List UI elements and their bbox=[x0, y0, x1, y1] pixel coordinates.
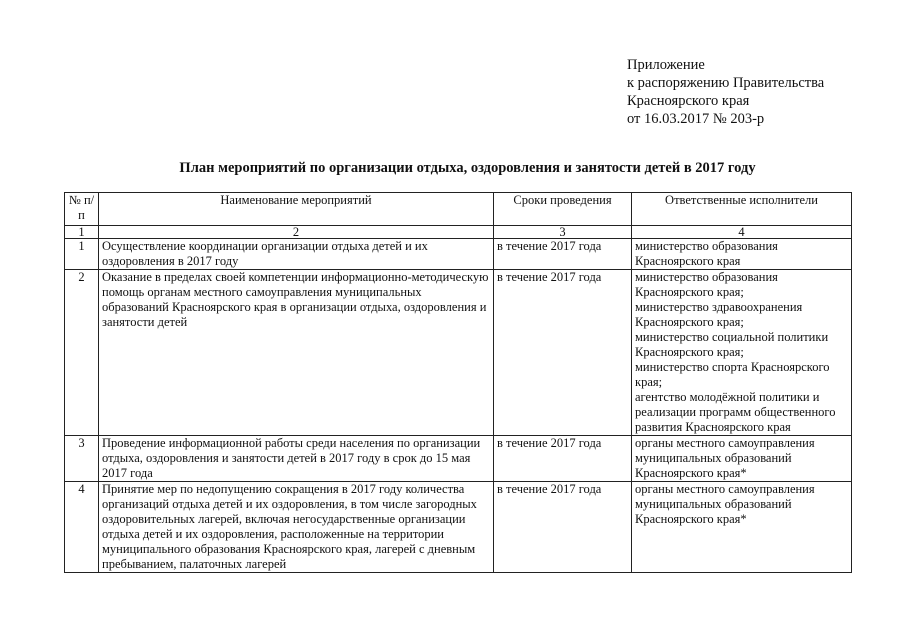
row-dates: в течение 2017 года bbox=[494, 436, 632, 482]
executor-line: Красноярского края bbox=[635, 254, 741, 268]
executor-line: муниципальных образований bbox=[635, 451, 792, 465]
row-executors bbox=[632, 270, 852, 436]
appendix-line: к распоряжению Правительства bbox=[627, 75, 825, 91]
header-num: № п/п bbox=[65, 193, 99, 226]
executor-line: министерство социальной политики bbox=[635, 330, 829, 344]
executor-line: развития Красноярского края bbox=[635, 420, 791, 434]
table-header-row bbox=[65, 193, 852, 226]
row-name: Оказание в пределах своей компетенции информационно-методическую помощь органам местного самоуправления муниципальных образований Красноярского края в организации отдыха, оздоровления и занятости детей bbox=[99, 270, 494, 436]
header-name: Наименование мероприятий bbox=[99, 193, 494, 226]
row-executors bbox=[632, 482, 852, 573]
column-index: 3 bbox=[494, 226, 632, 239]
row-executors bbox=[632, 239, 852, 270]
executor-line: Красноярского края; bbox=[635, 285, 744, 299]
header-executors: Ответственные исполнители bbox=[632, 193, 852, 226]
header-dates: Сроки проведения bbox=[494, 193, 632, 226]
row-name: Принятие мер по недопущению сокращения в 2017 году количества организаций отдыха детей и их оздоровления, в том числе загородных оздоровительных лагерей, включая негосударственные организации отдыха детей и их оздоровления, расположенные на территории муниципального образования Красноярского края, лагерей с дневным пребыванием, палаточных лагерей bbox=[99, 482, 494, 573]
executor-line: Красноярского края; bbox=[635, 315, 744, 329]
row-dates: в течение 2017 года bbox=[494, 270, 632, 436]
executor-line: Красноярского края; bbox=[635, 345, 744, 359]
document-title: План мероприятий по организации отдыха, оздоровления и занятости детей в 2017 году bbox=[179, 160, 756, 176]
executor-line: органы местного самоуправления bbox=[635, 482, 815, 496]
row-dates: в течение 2017 года bbox=[494, 239, 632, 270]
column-index: 1 bbox=[65, 226, 99, 239]
table-row bbox=[65, 239, 852, 270]
row-name: Осуществление координации организации отдыха детей и их оздоровления в 2017 году bbox=[99, 239, 494, 270]
appendix-line: Красноярского края bbox=[627, 93, 750, 109]
executor-line: министерство образования bbox=[635, 270, 778, 284]
executor-line: министерство здравоохранения bbox=[635, 300, 803, 314]
appendix-line: Приложение bbox=[627, 57, 705, 73]
executor-line: реализации программ общественного bbox=[635, 405, 836, 419]
executor-line: министерство образования bbox=[635, 239, 778, 253]
table-row bbox=[65, 270, 852, 436]
column-index-row bbox=[65, 226, 852, 239]
row-dates: в течение 2017 года bbox=[494, 482, 632, 573]
row-name: Проведение информационной работы среди населения по организации отдыха, оздоровления и занятости детей в 2017 году в срок до 15 мая 2017 года bbox=[99, 436, 494, 482]
column-index: 4 bbox=[632, 226, 852, 239]
executor-line: Красноярского края* bbox=[635, 466, 747, 480]
executor-line: органы местного самоуправления bbox=[635, 436, 815, 450]
executor-line: министерство спорта Красноярского bbox=[635, 360, 830, 374]
row-num: 4 bbox=[65, 482, 99, 573]
row-num: 1 bbox=[65, 239, 99, 270]
executor-line: агентство молодёжной политики и bbox=[635, 390, 820, 404]
plan-table bbox=[64, 192, 852, 573]
row-executors bbox=[632, 436, 852, 482]
table-row bbox=[65, 482, 852, 573]
row-num: 2 bbox=[65, 270, 99, 436]
row-num: 3 bbox=[65, 436, 99, 482]
column-index: 2 bbox=[99, 226, 494, 239]
appendix-line: от 16.03.2017 № 203-р bbox=[627, 111, 765, 127]
table-row bbox=[65, 436, 852, 482]
executor-line: муниципальных образований bbox=[635, 497, 792, 511]
appendix-block bbox=[627, 56, 824, 128]
executor-line: Красноярского края* bbox=[635, 512, 747, 526]
executor-line: края; bbox=[635, 375, 663, 389]
